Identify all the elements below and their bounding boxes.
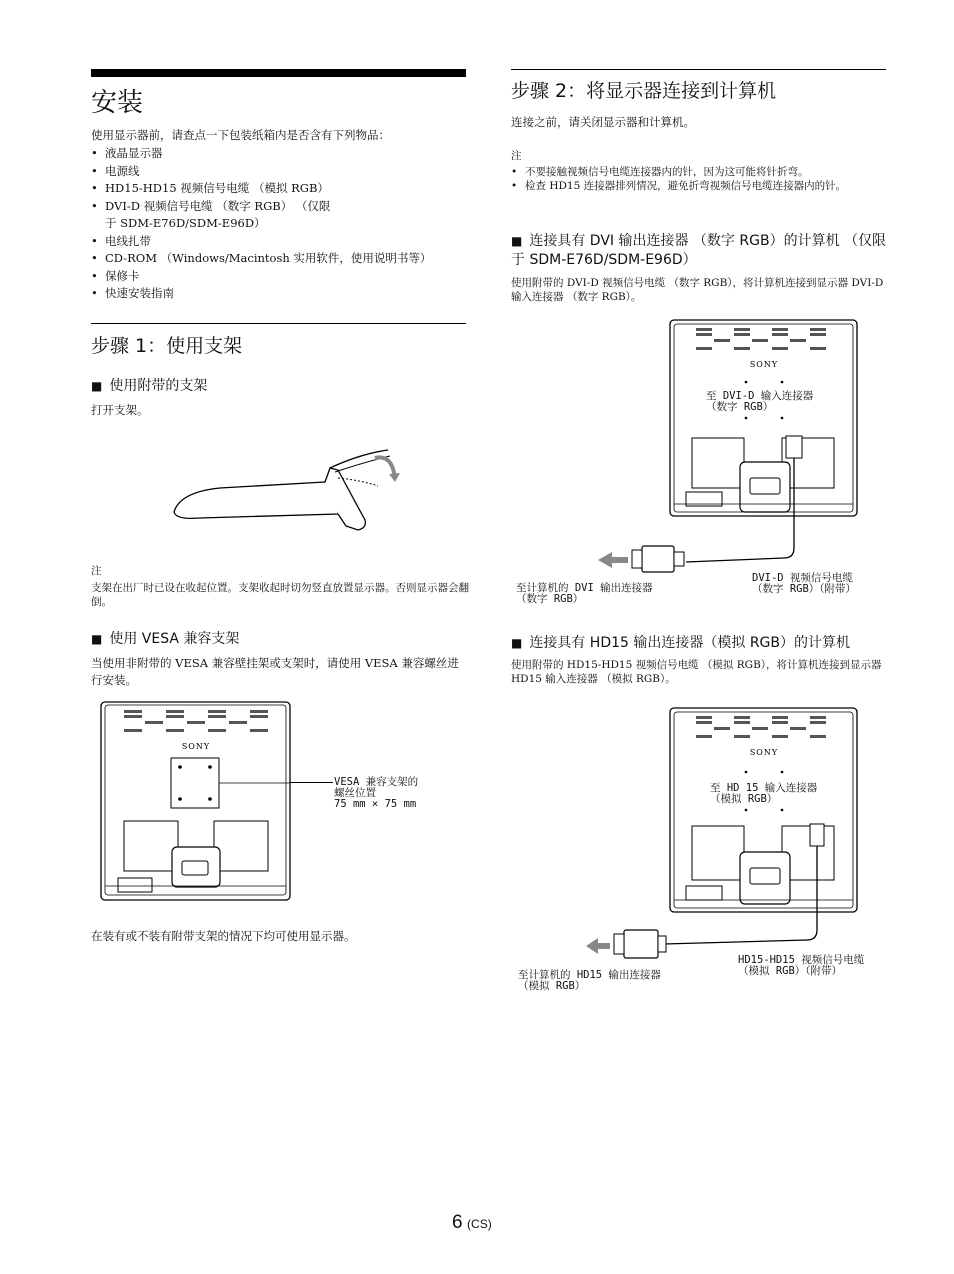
hd15-out-label: 至计算机的 HD15 输出连接器 （模拟 RGB） — [518, 969, 661, 992]
stand-footer: 在装有或不装有附带支架的情况下均可使用显示器。 — [91, 929, 356, 943]
page-number-value: 6 — [452, 1212, 463, 1233]
page-number — [452, 1212, 492, 1234]
stand-text: 打开支架。 — [91, 403, 149, 417]
vesa-leader-line — [289, 782, 333, 783]
title-bar — [91, 69, 466, 77]
dvi-out-label: 至计算机的 DVI 输出连接器 （数字 RGB） — [516, 582, 653, 605]
note-text: 支架在出厂时已设在收起位置。支架收起时切勿竖直放置显示器。否则显示器会翻倒。 — [91, 582, 469, 608]
step2-intro: 连接之前，请关闭显示器和计算机。 — [511, 115, 695, 129]
stand-heading: ■ 使用附带的支架 — [91, 377, 207, 396]
list-item: • CD-ROM （Windows/Macintosh 实用软件，使用说明书等） — [91, 250, 466, 268]
brand-logo: SONY — [749, 748, 779, 757]
list-item: • 不要接触视频信号电缆连接器内的针，因为这可能将针折弯。 — [511, 165, 889, 179]
hd15-text: 使用附带的 HD15-HD15 视频信号电缆 （模拟 RGB），将计算机连接到显示器 HD15 输入连接器 （模拟 RGB）。 — [511, 659, 882, 685]
step1-title: 步骤 1：使用支架 — [91, 335, 243, 357]
hd15-connection-diagram — [584, 706, 864, 972]
page-number-suffix: (CS) — [467, 1217, 492, 1231]
dvi-connection-diagram — [596, 318, 862, 582]
brand-logo: SONY — [749, 360, 779, 369]
dvi-cable-label: DVI-D 视频信号电缆 （数字 RGB）（附带） — [752, 572, 857, 595]
contents-list — [91, 145, 466, 303]
dvi-heading: ■ 连接具有 DVI 输出连接器 （数字 RGB）的计算机 （仅限于 SDM-E76D/SDM-E96D） — [511, 232, 891, 270]
list-item: • 保修卡 — [91, 268, 466, 286]
note-label: 注 — [511, 150, 522, 162]
section-rule — [91, 323, 466, 324]
list-item: • 液晶显示器 — [91, 145, 466, 163]
contents-intro: 使用显示器前，请查点一下包装纸箱内是否含有下列物品： — [91, 128, 390, 142]
list-item: • DVI-D 视频信号电缆 （数字 RGB） （仅限于 SDM-E76D/SDM-E96D） — [91, 198, 335, 233]
list-item: • 电线扎带 — [91, 233, 466, 251]
vesa-label: VESA 兼容支架的 螺丝位置 75 mm × 75 mm — [334, 776, 419, 810]
section-rule — [511, 69, 886, 70]
vesa-heading: ■ 使用 VESA 兼容支架 — [91, 630, 239, 649]
dvi-in-label: 至 DVI-D 输入连接器 （数字 RGB） — [706, 390, 814, 413]
list-item: • 检查 HD15 连接器排列情况，避免折弯视频信号电缆连接器内的针。 — [511, 179, 889, 193]
list-item: • HD15-HD15 视频信号电缆 （模拟 RGB） — [91, 180, 466, 198]
hd15-cable-label: HD15-HD15 视频信号电缆 （模拟 RGB）（附带） — [738, 954, 865, 977]
hd15-in-label: 至 HD 15 输入连接器 （模拟 RGB） — [710, 782, 818, 805]
monitor-back-vesa — [100, 701, 292, 903]
list-item: • 快速安装指南 — [91, 285, 466, 303]
brand-logo: SONY — [181, 742, 211, 751]
dvi-text: 使用附带的 DVI-D 视频信号电缆 （数字 RGB），将计算机连接到显示器 DVI-D 输入连接器 （数字 RGB）。 — [511, 277, 884, 303]
list-item: • 电源线 — [91, 163, 466, 181]
vesa-text: 当使用非附带的 VESA 兼容壁挂架或支架时，请使用 VESA 兼容螺丝进行安装。 — [91, 656, 459, 687]
notes-list — [511, 165, 889, 193]
note-label: 注 — [91, 565, 102, 577]
hd15-heading: ■ 连接具有 HD15 输出连接器（模拟 RGB）的计算机 — [511, 634, 850, 653]
page-title: 安装 — [91, 88, 144, 118]
stand-illustration — [160, 440, 410, 540]
step2-title: 步骤 2：将显示器连接到计算机 — [511, 80, 777, 102]
